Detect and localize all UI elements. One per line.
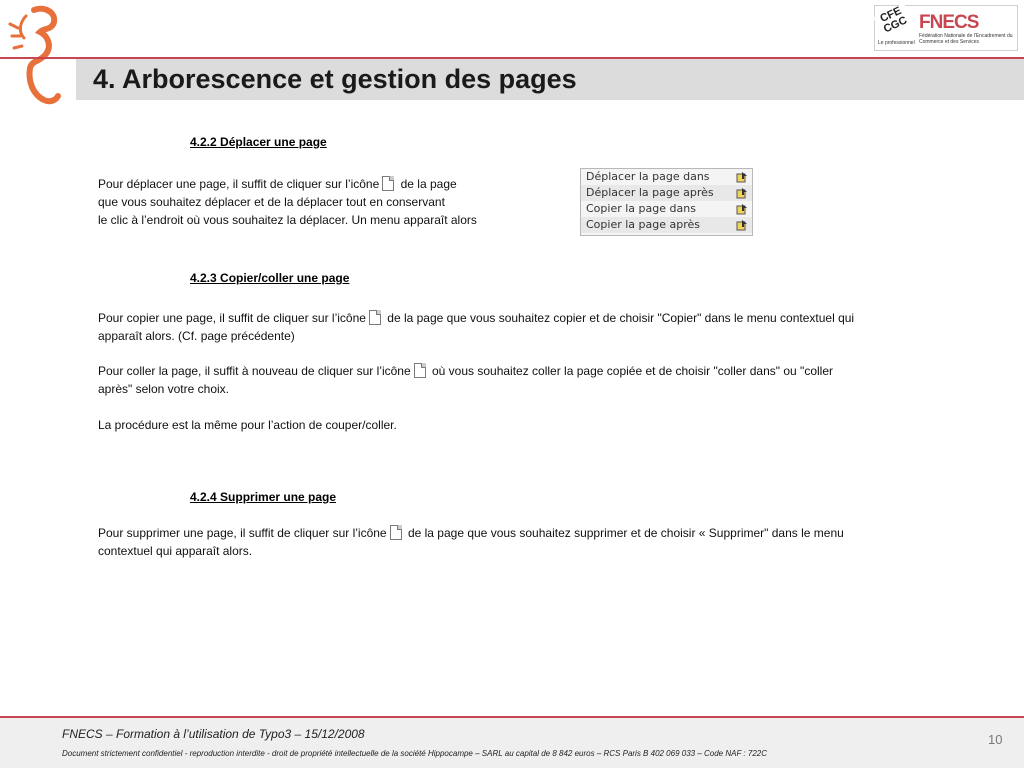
brand-logo	[874, 5, 1018, 51]
copy-paragraph: Pour copier une page, il suffit de cliquer sur l’icône de la page que vous souhaitez copier et de choisir "Copier" dans le menu contextuel qui apparaît alors. (Cf. page précédente)	[98, 311, 855, 343]
footer	[0, 718, 1024, 768]
context-menu	[580, 168, 753, 236]
paste-after-icon	[736, 219, 748, 231]
title-divider	[0, 57, 1024, 59]
menu-item-copy-after[interactable]: Copier la page après	[581, 217, 752, 233]
paste-paragraph: Pour coller la page, il suffit à nouveau de cliquer sur l’icône où vous souhaitez coller la page copiée et de choisir "coller dans" ou "coller après" selon votre choix.	[98, 364, 833, 396]
page-icon	[390, 525, 402, 540]
fnecs-wordmark: FNECS	[919, 12, 979, 33]
fnecs-subtitle: Fédération Nationale de l'Encadrement du Commerce et des Services	[919, 33, 1013, 45]
page-number: 10	[988, 732, 1003, 747]
footer-legal-notice: Document strictement confidentiel - reproduction interdite - droit de propriété intellectuelle de la société Hippocampe – SARL au capital de 8 842 euros – RCS Paris B 402 069 033 – Code NAF : 722C	[62, 749, 767, 758]
footer-title: FNECS – Formation à l’utilisation de Typo3 – 15/12/2008	[62, 727, 365, 741]
cut-paste-note: La procédure est la même pour l’action de couper/coller.	[98, 418, 397, 432]
menu-item-copy-into[interactable]: Copier la page dans	[581, 201, 752, 217]
menu-item-move-into[interactable]: Déplacer la page dans	[581, 169, 752, 185]
section-heading-copy-paste: 4.2.3 Copier/coller une page	[190, 271, 350, 285]
delete-paragraph: Pour supprimer une page, il suffit de cliquer sur l’icône de la page que vous souhaitez supprimer et de choisir « Supprimer" dans le menu contextuel qui apparaît alors.	[98, 526, 844, 558]
section-heading-delete: 4.2.4 Supprimer une page	[190, 490, 337, 504]
page-icon	[369, 310, 381, 325]
page-title: 4. Arborescence et gestion des pages	[93, 64, 577, 94]
paste-into-icon	[736, 171, 748, 183]
page-icon	[382, 176, 394, 191]
section-heading-move: 4.2.2 Déplacer une page	[190, 135, 327, 149]
paste-after-icon	[736, 187, 748, 199]
page-icon	[414, 363, 426, 378]
move-paragraph: Pour déplacer une page, il suffit de cliquer sur l’icône de la page que vous souhaitez déplacer et de la déplacer tout en conservant le clic à l’endroit où vous souhaitez la déplacer. Un menu apparaît alors	[98, 177, 477, 227]
cfe-cgc-tagline: Le professionnel	[878, 40, 915, 46]
paste-into-icon	[736, 203, 748, 215]
cfe-cgc-badge: CFE CGC	[873, 3, 916, 45]
menu-item-move-after[interactable]: Déplacer la page après	[581, 185, 752, 201]
